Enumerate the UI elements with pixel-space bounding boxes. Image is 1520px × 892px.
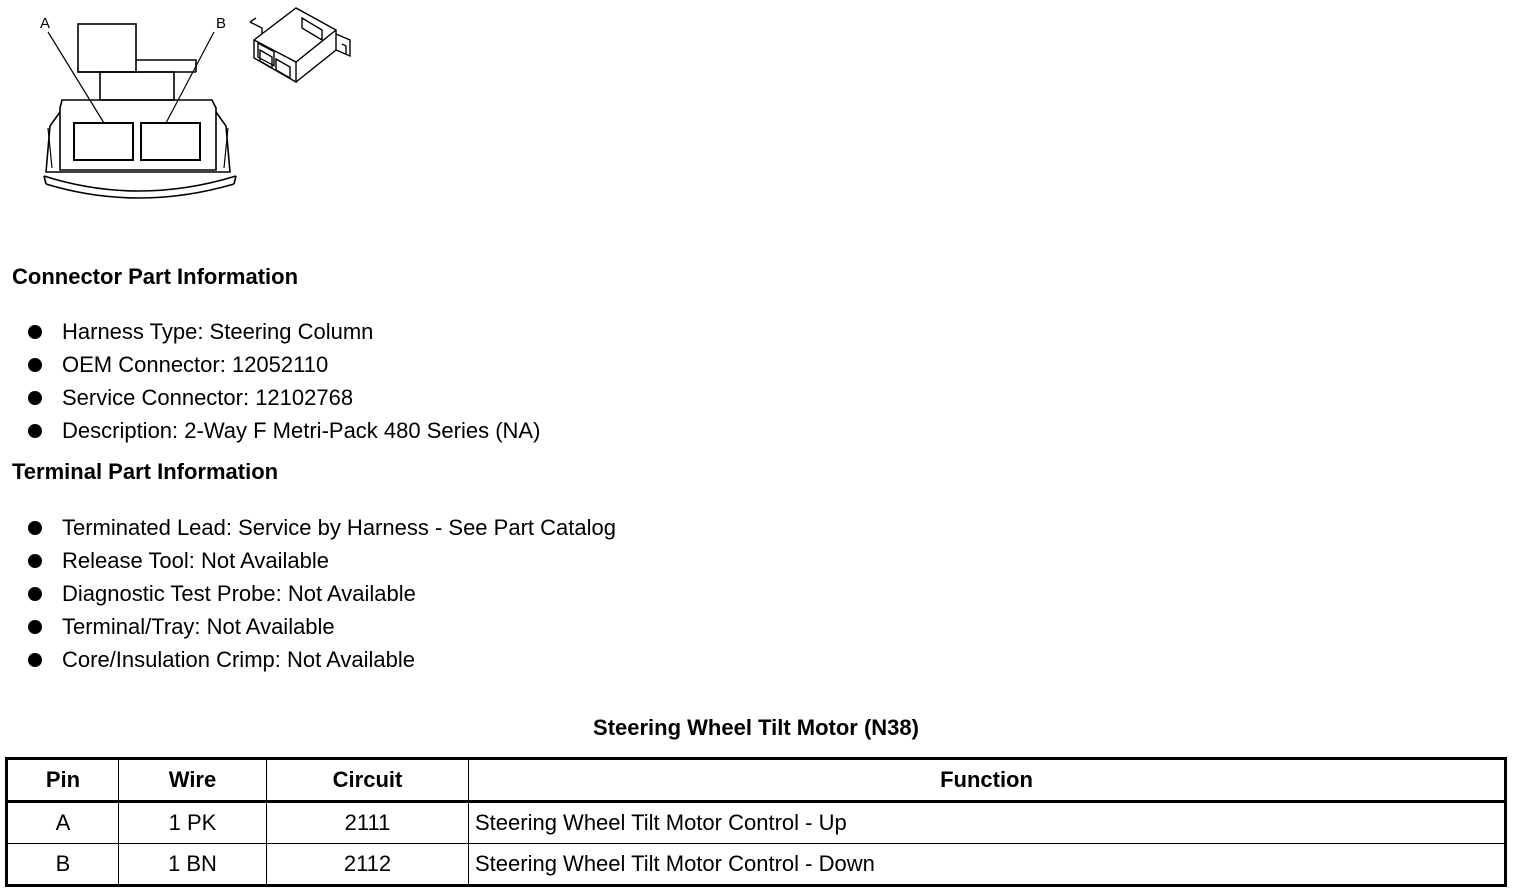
column-header-function: Function [469, 759, 1506, 802]
cavity-b [141, 123, 200, 160]
list-item [28, 643, 616, 676]
cavity-a [74, 123, 133, 160]
bullet-icon [28, 424, 42, 438]
leader-line-a [48, 32, 104, 123]
cell-pin: B [7, 844, 119, 886]
leader-line-b [166, 32, 214, 123]
connector-diagram [0, 0, 380, 215]
bullet-icon [28, 521, 42, 535]
cell-circuit: 2112 [267, 844, 469, 886]
connector-section-title: Connector Part Information [12, 264, 299, 289]
list-item-text: Release Tool: Not Available [62, 548, 330, 573]
latch-block [78, 24, 136, 72]
pinout-table [5, 757, 1507, 887]
left-wing [46, 112, 60, 172]
column-header-circuit: Circuit [267, 759, 469, 802]
list-item-text: Core/Insulation Crimp: Not Available [62, 647, 415, 672]
latch-neck [100, 72, 174, 100]
list-item-text: Harness Type: Steering Column [62, 319, 374, 344]
bullet-icon [28, 620, 42, 634]
list-item [28, 577, 616, 610]
list-item-text: Terminated Lead: Service by Harness - See Part Catalog [62, 515, 616, 540]
connector-isometric-view [250, 8, 350, 82]
cell-wire: 1 BN [119, 844, 267, 886]
list-item [28, 544, 616, 577]
list-item [28, 348, 540, 381]
list-item [28, 610, 616, 643]
cell-function: Steering Wheel Tilt Motor Control - Down [469, 844, 1506, 886]
list-item [28, 381, 540, 414]
bullet-icon [28, 554, 42, 568]
bullet-icon [28, 587, 42, 601]
list-item [28, 315, 540, 348]
table-row [7, 802, 1506, 844]
list-item-text: OEM Connector: 12052110 [62, 352, 329, 377]
table-title: Steering Wheel Tilt Motor (N38) [593, 715, 919, 740]
bullet-icon [28, 391, 42, 405]
column-header-wire: Wire [119, 759, 267, 802]
right-wing [216, 112, 230, 172]
list-item [28, 511, 616, 544]
pin-label-b: B [216, 15, 227, 32]
list-item-text: Description: 2-Way F Metri-Pack 480 Series (NA) [62, 418, 541, 443]
table-header-row [7, 759, 1506, 802]
column-header-pin: Pin [7, 759, 119, 802]
cell-function: Steering Wheel Tilt Motor Control - Up [469, 802, 1506, 844]
connector-info-list [28, 315, 540, 447]
list-item [28, 414, 540, 447]
bullet-icon [28, 358, 42, 372]
cell-pin: A [7, 802, 119, 844]
terminal-info-list [28, 511, 616, 676]
latch-ledge [136, 60, 196, 72]
cell-wire: 1 PK [119, 802, 267, 844]
cell-circuit: 2111 [267, 802, 469, 844]
bullet-icon [28, 653, 42, 667]
list-item-text: Diagnostic Test Probe: Not Available [62, 581, 416, 606]
base-curve [44, 176, 236, 191]
bullet-icon [28, 325, 42, 339]
pin-label-a: A [40, 15, 51, 32]
list-item-text: Terminal/Tray: Not Available [62, 614, 335, 639]
list-item-text: Service Connector: 12102768 [62, 385, 354, 410]
table-row [7, 844, 1506, 886]
terminal-section-title: Terminal Part Information [12, 459, 279, 484]
